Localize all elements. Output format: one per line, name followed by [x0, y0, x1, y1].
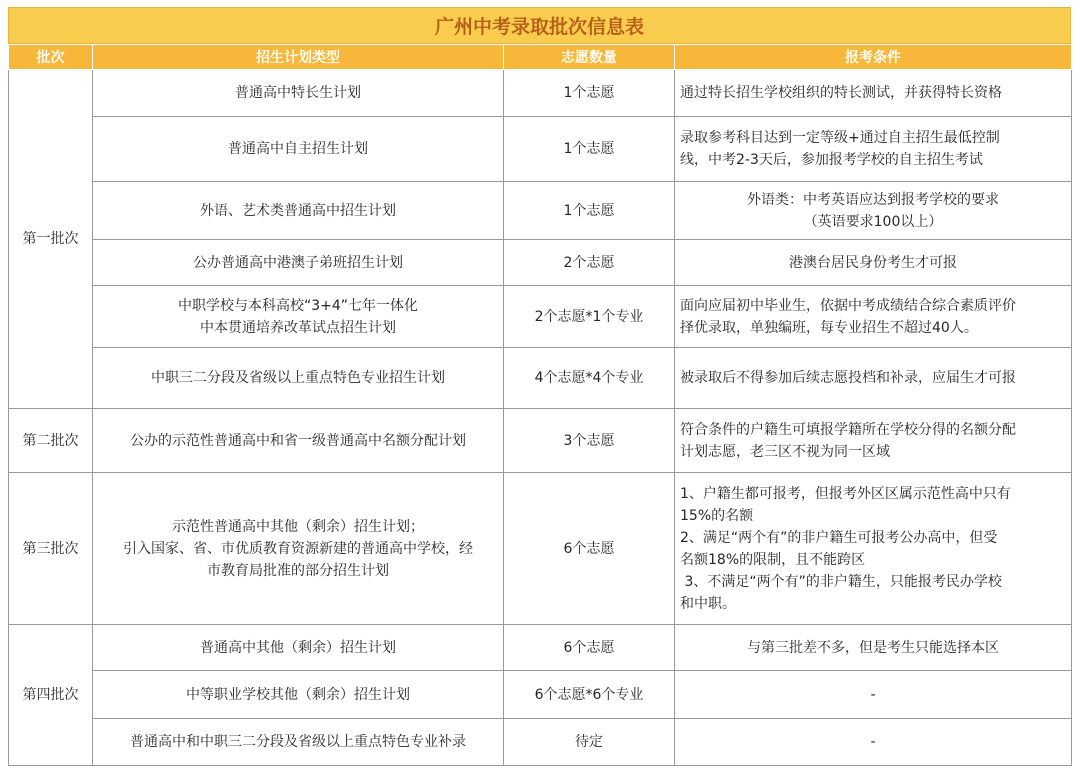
- plan-cell: 普通高中和中职三二分段及省级以上重点特色专业补录: [93, 719, 504, 766]
- header-row: [9, 45, 1072, 70]
- batch-cell: 第一批次: [9, 70, 93, 409]
- admission-table: [8, 44, 1072, 766]
- table-row: [9, 409, 1072, 473]
- condition-cell: -: [675, 719, 1072, 766]
- condition-cell: 1、户籍生都可报考，但报考外区区属示范性高中只有 15%的名额 2、满足“两个有”的非户籍生可报考公办高中，但受 名额18%的限制，且不能跨区 3、不满足“两个有”的非户籍生，只能报考民办学校 和中职。: [675, 473, 1072, 625]
- plan-cell: 外语、艺术类普通高中招生计划: [93, 182, 504, 240]
- wishes-cell: 1个志愿: [504, 70, 675, 117]
- wishes-cell: 1个志愿: [504, 117, 675, 182]
- wishes-cell: 6个志愿: [504, 625, 675, 671]
- table-row: [9, 117, 1072, 182]
- plan-cell: 普通高中其他（剩余）招生计划: [93, 625, 504, 671]
- wishes-cell: 3个志愿: [504, 409, 675, 473]
- condition-cell: 外语类：中考英语应达到报考学校的要求 （英语要求100以上）: [675, 182, 1072, 240]
- wishes-cell: 4个志愿*4个专业: [504, 348, 675, 409]
- header-wishes: 志愿数量: [504, 45, 675, 70]
- condition-cell: 录取参考科目达到一定等级+通过自主招生最低控制 线，中考2-3天后，参加报考学校的自主招生考试: [675, 117, 1072, 182]
- table-row: [9, 625, 1072, 671]
- wishes-cell: 6个志愿*6个专业: [504, 671, 675, 719]
- wishes-cell: 1个志愿: [504, 182, 675, 240]
- wishes-cell: 2个志愿: [504, 240, 675, 286]
- condition-cell: 与第三批差不多，但是考生只能选择本区: [675, 625, 1072, 671]
- wishes-cell: 待定: [504, 719, 675, 766]
- table-row: [9, 70, 1072, 117]
- table-row: [9, 671, 1072, 719]
- condition-cell: 港澳台居民身份考生才可报: [675, 240, 1072, 286]
- table-row: [9, 240, 1072, 286]
- plan-cell: 公办的示范性普通高中和省一级普通高中名额分配计划: [93, 409, 504, 473]
- plan-cell: 普通高中特长生计划: [93, 70, 504, 117]
- admission-table-container: [8, 7, 1071, 773]
- batch-cell: 第四批次: [9, 625, 93, 766]
- table-row: [9, 286, 1072, 348]
- table-row: [9, 348, 1072, 409]
- condition-cell: 面向应届初中毕业生，依据中考成绩结合综合素质评价 择优录取，单独编班，每专业招生不超过40人。: [675, 286, 1072, 348]
- batch-cell: 第三批次: [9, 473, 93, 625]
- table-row: [9, 719, 1072, 766]
- plan-cell: 普通高中自主招生计划: [93, 117, 504, 182]
- plan-cell: 中等职业学校其他（剩余）招生计划: [93, 671, 504, 719]
- wishes-cell: 2个志愿*1个专业: [504, 286, 675, 348]
- header-batch: 批次: [9, 45, 93, 70]
- condition-cell: 符合条件的户籍生可填报学籍所在学校分得的名额分配 计划志愿，老三区不视为同一区域: [675, 409, 1072, 473]
- condition-cell: 通过特长招生学校组织的特长测试，并获得特长资格: [675, 70, 1072, 117]
- header-conditions: 报考条件: [675, 45, 1072, 70]
- condition-cell: -: [675, 671, 1072, 719]
- header-plan-type: 招生计划类型: [93, 45, 504, 70]
- table-row: [9, 473, 1072, 625]
- batch-cell: 第二批次: [9, 409, 93, 473]
- plan-cell: 示范性普通高中其他（剩余）招生计划； 引入国家、省、市优质教育资源新建的普通高中学校，经 市教育局批准的部分招生计划: [93, 473, 504, 625]
- condition-cell: 被录取后不得参加后续志愿投档和补录，应届生才可报: [675, 348, 1072, 409]
- plan-cell: 中职三二分段及省级以上重点特色专业招生计划: [93, 348, 504, 409]
- table-title: 广州中考录取批次信息表: [8, 7, 1071, 44]
- wishes-cell: 6个志愿: [504, 473, 675, 625]
- table-row: [9, 182, 1072, 240]
- plan-cell: 公办普通高中港澳子弟班招生计划: [93, 240, 504, 286]
- plan-cell: 中职学校与本科高校“3+4”七年一体化 中本贯通培养改革试点招生计划: [93, 286, 504, 348]
